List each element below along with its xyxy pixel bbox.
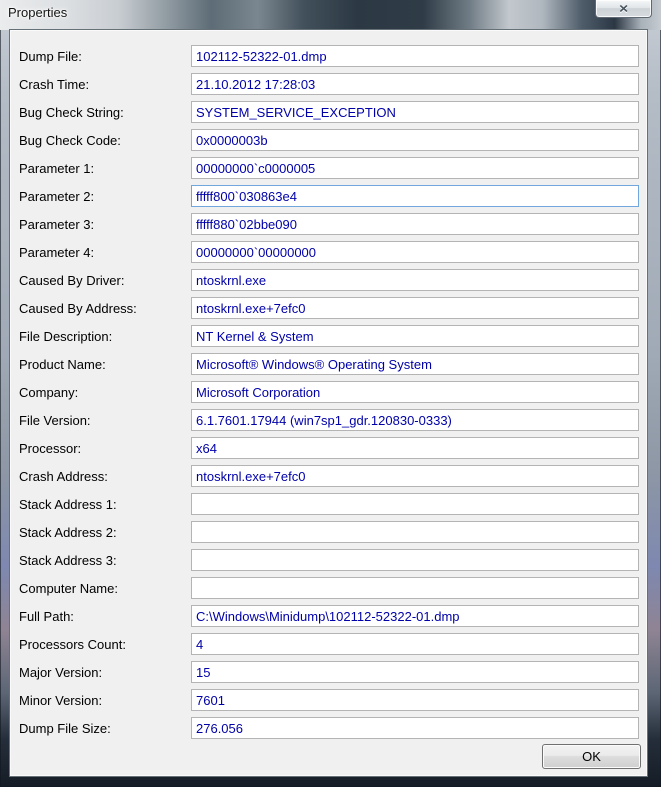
row-label: Stack Address 1: <box>19 496 117 512</box>
properties-row <box>10 266 647 294</box>
properties-row <box>10 126 647 154</box>
rows-container <box>10 30 647 742</box>
close-icon: ✕ <box>618 2 629 15</box>
ok-button[interactable]: OK <box>542 744 641 769</box>
properties-row <box>10 490 647 518</box>
row-value: NT Kernel & System <box>196 328 314 344</box>
close-button[interactable] <box>595 0 652 18</box>
row-value-field[interactable] <box>191 633 639 655</box>
row-label: Crash Address: <box>19 468 108 484</box>
row-value-field[interactable] <box>191 73 639 95</box>
properties-row <box>10 518 647 546</box>
row-label: Parameter 2: <box>19 188 95 204</box>
row-value-field[interactable] <box>191 101 639 123</box>
properties-row <box>10 630 647 658</box>
row-label: File Version: <box>19 412 91 428</box>
row-label: Processors Count: <box>19 636 126 652</box>
row-value-field[interactable] <box>191 409 639 431</box>
row-value: fffff880`02bbe090 <box>196 216 297 232</box>
row-value: 21.10.2012 17:28:03 <box>196 76 316 92</box>
row-value-field[interactable] <box>191 689 639 711</box>
properties-row <box>10 434 647 462</box>
properties-row <box>10 350 647 378</box>
row-label: Bug Check String: <box>19 104 124 120</box>
row-label: Full Path: <box>19 608 74 624</box>
row-value: C:\Windows\Minidump\102112-52322-01.dmp <box>196 608 460 624</box>
row-value: 7601 <box>196 692 225 708</box>
row-value-field[interactable] <box>191 241 639 263</box>
properties-row <box>10 322 647 350</box>
row-value-field[interactable] <box>191 129 639 151</box>
row-value: 276.056 <box>196 720 243 736</box>
row-value: ntoskrnl.exe <box>196 272 267 288</box>
row-value-field[interactable] <box>191 353 639 375</box>
properties-row <box>10 210 647 238</box>
row-label: Stack Address 2: <box>19 524 117 540</box>
row-label: Company: <box>19 384 79 400</box>
row-value: 00000000`c0000005 <box>196 160 316 176</box>
row-value-field[interactable] <box>191 185 639 207</box>
row-label: Parameter 3: <box>19 216 95 232</box>
row-value: ntoskrnl.exe+7efc0 <box>196 468 306 484</box>
row-value-field[interactable] <box>191 297 639 319</box>
row-label: Bug Check Code: <box>19 132 121 148</box>
properties-row <box>10 154 647 182</box>
row-label: Dump File Size: <box>19 720 111 736</box>
dialog-body <box>9 29 648 777</box>
row-value: 102112-52322-01.dmp <box>196 48 327 64</box>
row-value: 6.1.7601.17944 (win7sp1_gdr.120830-0333) <box>196 412 452 428</box>
row-label: File Description: <box>19 328 113 344</box>
titlebar[interactable] <box>0 0 661 30</box>
row-value: x64 <box>196 440 217 456</box>
row-label: Caused By Driver: <box>19 272 125 288</box>
properties-row <box>10 686 647 714</box>
row-label: Minor Version: <box>19 692 103 708</box>
row-value-field[interactable] <box>191 521 639 543</box>
row-label: Computer Name: <box>19 580 118 596</box>
row-value: 00000000`00000000 <box>196 244 317 260</box>
properties-row <box>10 714 647 742</box>
properties-row <box>10 462 647 490</box>
row-value-field[interactable] <box>191 325 639 347</box>
properties-row <box>10 70 647 98</box>
row-label: Crash Time: <box>19 76 90 92</box>
row-value-field[interactable] <box>191 549 639 571</box>
row-value: SYSTEM_SERVICE_EXCEPTION <box>196 104 396 120</box>
row-label: Parameter 4: <box>19 244 95 260</box>
properties-row <box>10 98 647 126</box>
row-value-field[interactable] <box>191 269 639 291</box>
row-value-field[interactable] <box>191 157 639 179</box>
row-label: Processor: <box>19 440 82 456</box>
properties-row <box>10 378 647 406</box>
row-value: 15 <box>196 664 211 680</box>
properties-row <box>10 42 647 70</box>
properties-row <box>10 602 647 630</box>
row-label: Product Name: <box>19 356 106 372</box>
properties-row <box>10 574 647 602</box>
row-value-field[interactable] <box>191 45 639 67</box>
row-value: 4 <box>196 636 204 652</box>
row-value-field[interactable] <box>191 661 639 683</box>
row-value-field[interactable] <box>191 717 639 739</box>
row-value: Microsoft Corporation <box>196 384 321 400</box>
row-value: 0x0000003b <box>196 132 268 148</box>
row-label: Stack Address 3: <box>19 552 117 568</box>
row-label: Caused By Address: <box>19 300 137 316</box>
row-value-field[interactable] <box>191 605 639 627</box>
row-value-field[interactable] <box>191 493 639 515</box>
properties-row <box>10 294 647 322</box>
window-title: Properties <box>8 5 68 20</box>
row-value: Microsoft® Windows® Operating System <box>196 356 432 372</box>
properties-row <box>10 238 647 266</box>
row-value-field[interactable] <box>191 577 639 599</box>
row-label: Parameter 1: <box>19 160 95 176</box>
row-value-field[interactable] <box>191 437 639 459</box>
row-label: Major Version: <box>19 664 103 680</box>
row-label: Dump File: <box>19 48 82 64</box>
properties-row <box>10 546 647 574</box>
row-value-field[interactable] <box>191 213 639 235</box>
row-value-field[interactable] <box>191 465 639 487</box>
row-value: fffff800`030863e4 <box>196 188 297 204</box>
properties-row <box>10 658 647 686</box>
properties-row <box>10 406 647 434</box>
row-value: ntoskrnl.exe+7efc0 <box>196 300 306 316</box>
row-value-field[interactable] <box>191 381 639 403</box>
properties-row <box>10 182 647 210</box>
